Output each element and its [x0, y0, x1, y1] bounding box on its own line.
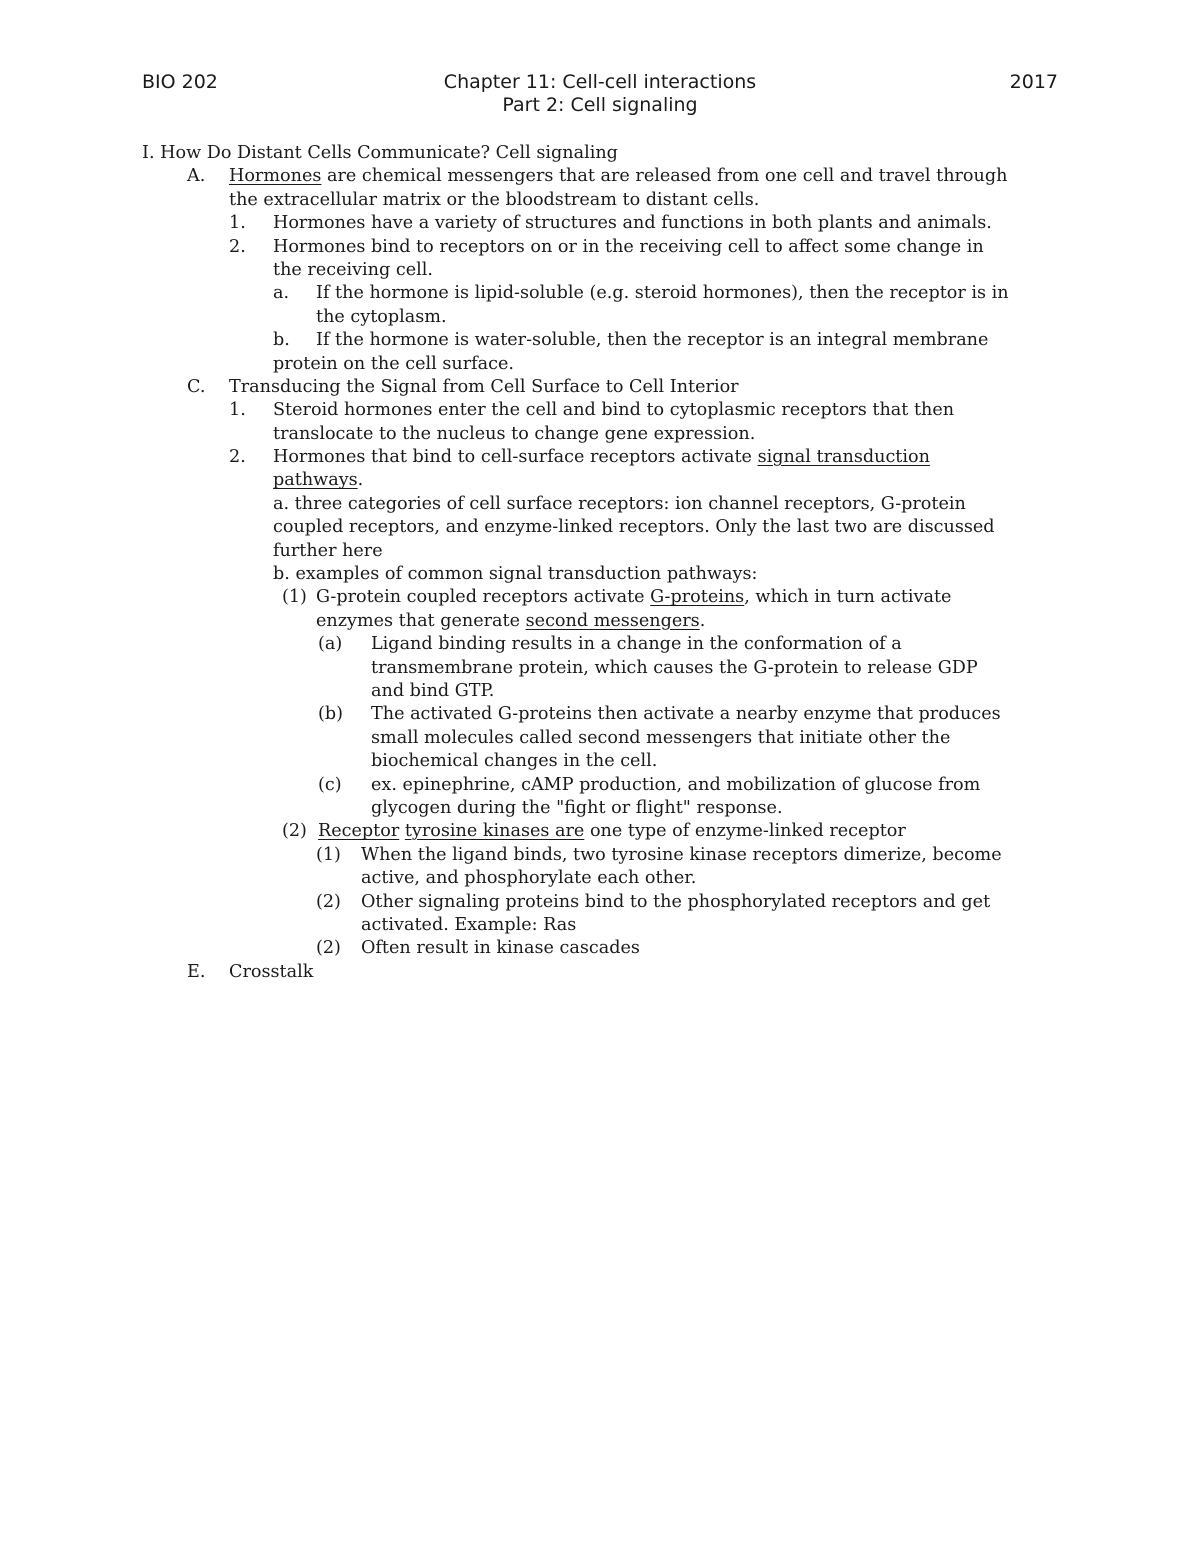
outline-text: If the hormone is lipid-soluble (e.g. steroid hormones), then the receptor is in	[316, 283, 1009, 304]
outline-item	[0, 236, 1200, 259]
outline-label: 1.	[229, 400, 246, 421]
outline-item	[0, 633, 1200, 656]
outline-text: active, and phosphorylate each other.	[361, 868, 697, 889]
outline-line	[0, 469, 1200, 492]
outline-text: activated. Example: Ras	[361, 914, 577, 935]
outline-text: ex. epinephrine, cAMP production, and mobilization of glucose from	[371, 774, 981, 795]
outline-line	[0, 259, 1200, 282]
outline-text: Often result in kinase cascades	[361, 938, 640, 959]
outline-item-A	[0, 165, 1200, 188]
outline-text: Transducing the Signal from Cell Surface to Cell Interior	[229, 376, 739, 397]
outline-text: protein on the cell surface.	[273, 353, 514, 374]
outline-label: b.	[273, 330, 290, 351]
text-run: are chemical messengers that are released from one cell and travel through	[321, 166, 1008, 187]
outline-text: a. three categories of cell surface receptors: ion channel receptors, G-protein	[273, 493, 966, 514]
outline-text: Other signaling proteins bind to the phosphorylated receptors and get	[361, 891, 991, 912]
outline-body	[0, 142, 1200, 984]
text-run: .	[699, 610, 706, 631]
outline-text	[273, 446, 930, 469]
outline-label: 1.	[229, 213, 246, 234]
outline-line	[0, 540, 1200, 563]
outline-text: b. examples of common signal transduction pathways:	[273, 564, 758, 585]
text-run: Hormones that bind to cell-surface receptors activate	[273, 447, 758, 468]
outline-text: biochemical changes in the cell.	[371, 751, 658, 772]
outline-text: The activated G-proteins then activate a nearby enzyme that produces	[371, 704, 1001, 725]
outline-text: Hormones bind to receptors on or in the receiving cell to affect some change in	[273, 236, 984, 257]
underlined-term: tyrosine kinases are	[404, 821, 585, 842]
outline-text: When the ligand binds, two tyrosine kinase receptors dimerize, become	[361, 844, 1002, 865]
outline-text	[316, 610, 705, 633]
outline-label: (1)	[282, 587, 307, 608]
outline-label: (1)	[316, 844, 341, 865]
outline-item	[0, 937, 1200, 960]
outline-line	[0, 680, 1200, 703]
text-run: .	[357, 470, 364, 491]
outline-line	[0, 867, 1200, 890]
text-run: , which in turn activate	[744, 587, 952, 608]
outline-line	[0, 516, 1200, 539]
outline-label: 2.	[229, 236, 246, 257]
outline-label: (b)	[318, 704, 343, 725]
outline-line	[0, 797, 1200, 820]
outline-item	[0, 399, 1200, 422]
outline-label: (a)	[318, 634, 343, 655]
outline-text: Steroid hormones enter the cell and bind to cytoplasmic receptors that then	[273, 400, 955, 421]
underlined-term: G-proteins	[650, 587, 745, 608]
outline-item-C	[0, 376, 1200, 399]
outline-line	[0, 423, 1200, 446]
chapter-subtitle: Part 2: Cell signaling	[502, 94, 698, 116]
outline-text: glycogen during the "fight or flight" response.	[371, 797, 783, 818]
outline-label: 2.	[229, 447, 246, 468]
outline-line	[0, 610, 1200, 633]
outline-text: Crosstalk	[229, 961, 314, 982]
outline-line	[0, 750, 1200, 773]
chapter-title: Chapter 11: Cell-cell interactions	[443, 71, 757, 93]
outline-item	[0, 703, 1200, 726]
outline-label: C.	[187, 376, 206, 397]
outline-text: If the hormone is water-soluble, then the receptor is an integral membrane	[316, 330, 989, 351]
outline-line	[0, 727, 1200, 750]
outline-label: a.	[273, 283, 290, 304]
outline-text: the extracellular matrix or the bloodstream to distant cells.	[229, 189, 760, 210]
outline-line	[0, 493, 1200, 516]
outline-item	[0, 891, 1200, 914]
outline-item	[0, 844, 1200, 867]
outline-text	[273, 469, 363, 492]
outline-line	[0, 914, 1200, 937]
section-heading	[0, 142, 1200, 165]
outline-item-rtk	[0, 820, 1200, 843]
outline-item	[0, 282, 1200, 305]
outline-text	[318, 820, 906, 843]
outline-item	[0, 212, 1200, 235]
outline-line	[0, 563, 1200, 586]
text-run: one type of enzyme-linked receptor	[584, 821, 906, 842]
outline-line	[0, 657, 1200, 680]
outline-text: and bind GTP.	[371, 680, 495, 701]
outline-label: E.	[187, 961, 206, 982]
outline-text: transmembrane protein, which causes the G-protein to release GDP	[371, 657, 978, 678]
underlined-term: pathways	[273, 470, 358, 491]
outline-text: Ligand binding results in a change in the conformation of a	[371, 634, 902, 655]
outline-label: (2)	[316, 891, 341, 912]
outline-item-E	[0, 961, 1200, 984]
underlined-term: signal transduction	[757, 447, 930, 468]
outline-label: (c)	[318, 774, 342, 795]
outline-text: translocate to the nucleus to change gene expression.	[273, 423, 756, 444]
outline-text: further here	[273, 540, 383, 561]
year: 2017	[1009, 71, 1058, 93]
course-code: BIO 202	[142, 71, 218, 93]
outline-text: small molecules called second messengers that initiate other the	[371, 727, 951, 748]
outline-text: Hormones have a variety of structures and functions in both plants and animals.	[273, 213, 992, 234]
outline-text: coupled receptors, and enzyme-linked receptors. Only the last two are discussed	[273, 517, 995, 538]
outline-text	[316, 586, 951, 609]
text-run: G-protein coupled receptors activate	[316, 587, 651, 608]
underlined-term: Hormones	[229, 166, 322, 187]
outline-item	[0, 774, 1200, 797]
underlined-term: second messengers	[525, 610, 700, 631]
section-heading-text: I. How Do Distant Cells Communicate? Cell signaling	[142, 143, 618, 163]
outline-label: A.	[187, 166, 206, 187]
outline-text: the cytoplasm.	[316, 306, 447, 327]
outline-item	[0, 329, 1200, 352]
outline-item-gpcr	[0, 586, 1200, 609]
text-run: enzymes that generate	[316, 610, 526, 631]
outline-line	[0, 189, 1200, 212]
outline-line	[0, 306, 1200, 329]
outline-item	[0, 446, 1200, 469]
outline-label: (2)	[316, 938, 341, 959]
outline-text: the receiving cell.	[273, 259, 433, 280]
outline-label: (2)	[282, 821, 307, 842]
underlined-term: Receptor	[318, 821, 400, 842]
outline-text	[229, 165, 1007, 188]
outline-line	[0, 353, 1200, 376]
